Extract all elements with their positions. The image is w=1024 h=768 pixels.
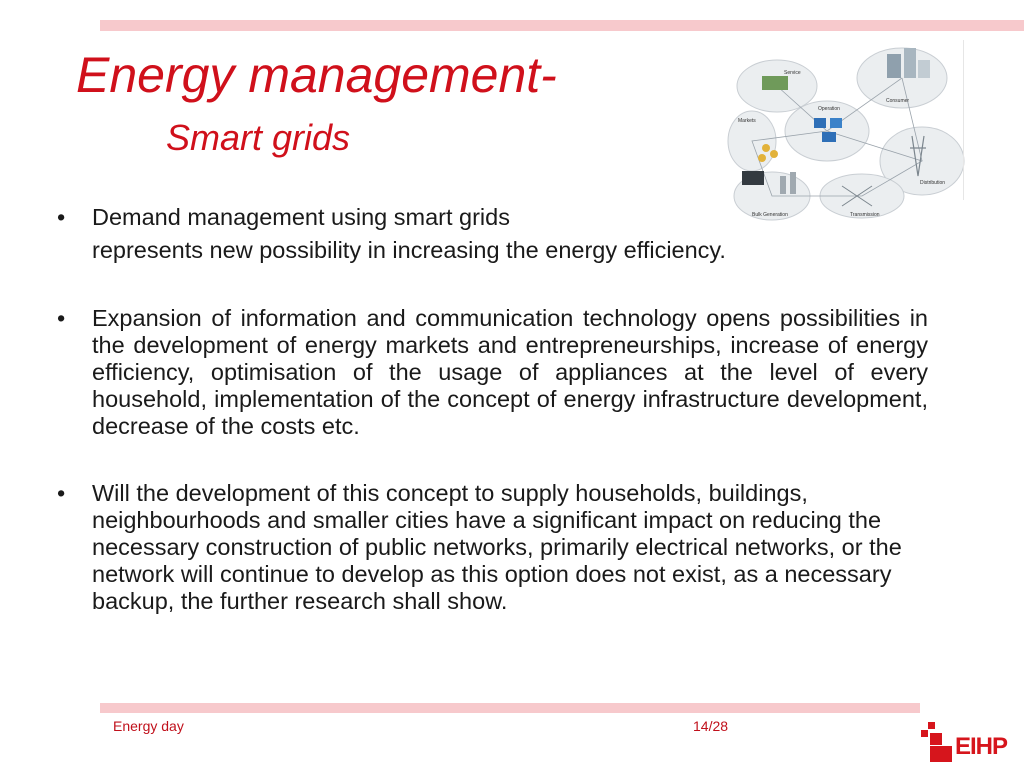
illus-label-consumer: Consumer [886, 98, 910, 104]
logo-text: EIHP [955, 733, 1008, 760]
illus-label-service: Service [784, 70, 801, 76]
footer-bar [100, 703, 920, 713]
illustration-divider [963, 40, 964, 200]
bullet-item [55, 480, 928, 615]
illus-label-bulk-generation: Bulk Generation [752, 212, 788, 218]
bullet-text-continued: represents new possibility in increasing the energy efficiency. [92, 237, 726, 263]
slide-subtitle: Smart grids [166, 117, 351, 158]
bullet-item [55, 204, 928, 264]
bullet-text: Expansion of information and communication technology opens possibilities in the development of energy markets and entrepreneurships, increase of energy efficiency, optimisation of the usage of appliances at the level of every household, implementation of the concept of energy infrastructure development, decrease of the costs etc. [92, 305, 928, 439]
smart-grid-illustration [722, 36, 970, 222]
slide-title: Energy management- [76, 47, 557, 103]
header-bar [100, 20, 1024, 31]
bullet-list [55, 204, 928, 615]
illus-label-distribution: Distribution [920, 180, 946, 186]
illus-label-operation: Operation [818, 106, 840, 112]
illus-label-transmission: Transmission [850, 212, 880, 218]
footer-title: Energy day [113, 718, 184, 734]
page-number: 14/28 [693, 718, 729, 734]
bullet-text: Demand management using smart grids [92, 204, 510, 230]
bullet-text: Will the development of this concept to supply households, buildings, neighbourhoods and smaller cities have a significant impact on reducing the necessary construction of public networks, primarily electrical networks, or the network will continue to develop as this option does not exist, as a necessary backup, the further research shall show. [92, 480, 902, 614]
bullet-item [55, 305, 928, 440]
illus-label-markets: Markets [738, 118, 756, 124]
